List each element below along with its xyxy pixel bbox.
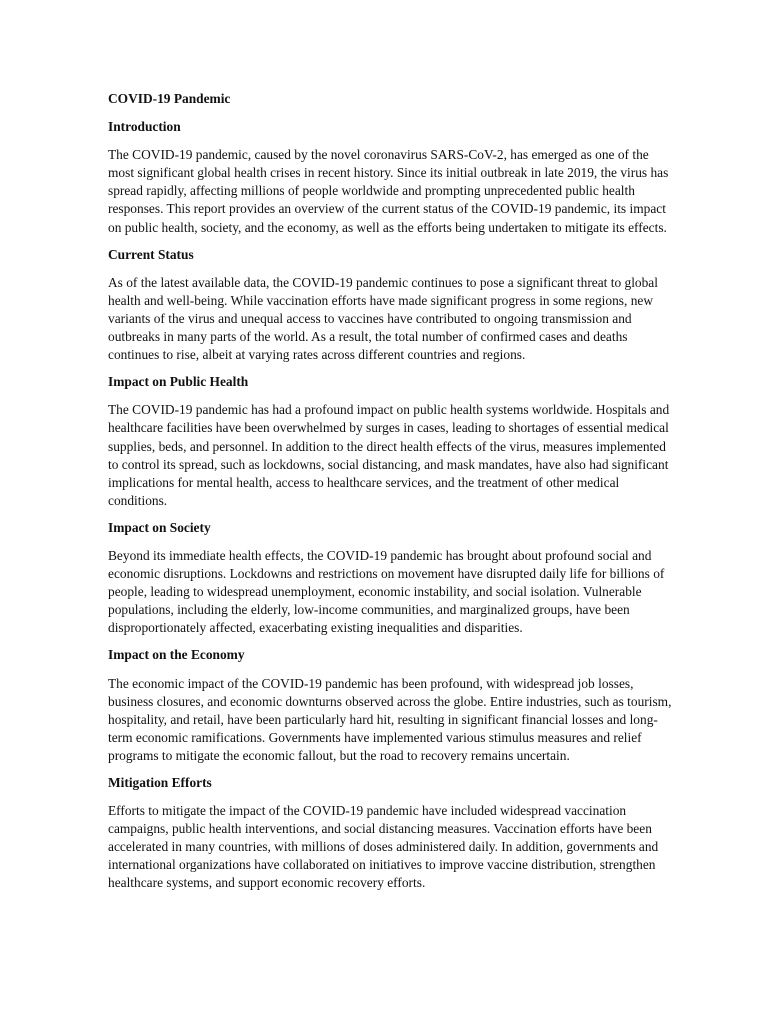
section-impact-economy	[108, 646, 678, 765]
section-introduction	[108, 118, 678, 237]
section-impact-public-health	[108, 373, 678, 510]
section-paragraph: As of the latest available data, the COVID-19 pandemic continues to pose a significant threat to global health and well-being. While vaccination efforts have made significant progress in some regions, new variants of the virus and unequal access to vaccines have contributed to ongoing transmission and outbreaks in many parts of the world. As a result, the total number of confirmed cases and deaths continues to rise, albeit at varying rates across different countries and regions.	[108, 274, 658, 363]
document-page	[108, 90, 678, 902]
section-current-status	[108, 246, 678, 365]
document-title: COVID-19 Pandemic	[108, 91, 231, 106]
section-heading: Current Status	[108, 246, 194, 262]
section-heading: Impact on Public Health	[108, 374, 249, 390]
section-impact-society	[108, 519, 678, 638]
section-heading: Impact on the Economy	[108, 647, 245, 663]
section-paragraph: Beyond its immediate health effects, the COVID-19 pandemic has brought about profound social and economic disruptions. Lockdowns and restrictions on movement have disrupted daily life for billions of people, leading to widespread unemployment, economic instability, and social isolation. Vulnerable populations, including the elderly, low-income communities, and marginalized groups, have been disproportionately affected, exacerbating existing inequalities and disparities.	[108, 547, 665, 636]
section-heading: Mitigation Efforts	[108, 775, 212, 790]
section-paragraph: The COVID-19 pandemic has had a profound impact on public health systems worldwide. Hospitals and healthcare facilities have been overwhelmed by surges in cases, leading to shortages of essential medical supplies, beds, and personnel. In addition to the direct health effects of the virus, measures implemented to control its spread, such as lockdowns, social distancing, and mask mandates, have also had significant implications for mental health, access to healthcare services, and the treatment of other medical conditions.	[108, 402, 670, 508]
section-heading: Impact on Society	[108, 519, 211, 535]
section-paragraph: The COVID-19 pandemic, caused by the novel coronavirus SARS-CoV-2, has emerged as one of the most significant global health crises in recent history. Since its initial outbreak in late 2019, the virus has spread rapidly, affecting millions of people worldwide and prompting unprecedented public health responses. This report provides an overview of the current status of the COVID-19 pandemic, its impact on public health, society, and the economy, as well as the efforts being undertaken to mitigate its effects.	[108, 147, 669, 235]
section-mitigation-efforts	[108, 774, 678, 893]
section-paragraph: The economic impact of the COVID-19 pandemic has been profound, with widespread job losses, business closures, and economic downturns observed across the globe. Entire industries, such as tourism, hospitality, and retail, have been particularly hard hit, resulting in significant financial losses and long-term economic ramifications. Governments have implemented various stimulus measures and relief programs to mitigate the economic fallout, but the road to recovery remains uncertain.	[108, 675, 672, 763]
section-heading: Introduction	[108, 119, 181, 135]
section-paragraph: Efforts to mitigate the impact of the COVID-19 pandemic have included widespread vaccination campaigns, public health interventions, and social distancing measures. Vaccination efforts have been accelerated in many countries, with millions of doses administered daily. In addition, governments and international organizations have collaborated on initiatives to improve vaccine distribution, strengthen healthcare systems, and support economic recovery efforts.	[108, 803, 659, 891]
